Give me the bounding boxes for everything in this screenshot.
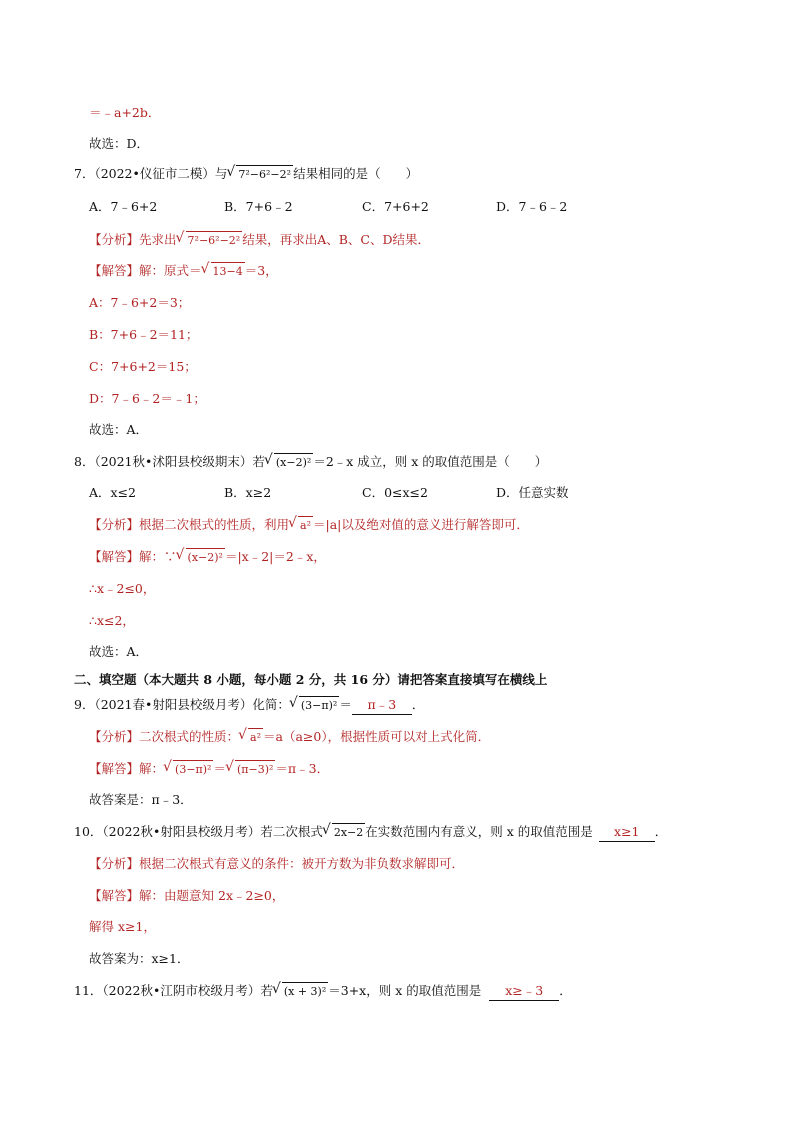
q7-step-c: C：7+6+2＝15；: [89, 359, 197, 374]
q7-analysis: 【分析】先求出√ 7²−6²−2² 结果，再求出A、B、C、D结果．: [89, 231, 430, 250]
section-heading: 二、填空题（本大题共 8 小题，每小题 2 分，共 16 分）请把答案直接填写在横线上: [74, 672, 548, 687]
q10-solution: 【解答】解：由题意知 2x﹣2≥0，: [89, 888, 285, 903]
question-8: 8．（2021秋•沭阳县校级期末）若√ (x−2)² ＝2﹣x 成立，则 x 的取值范围是（ ）: [74, 453, 547, 472]
option-b: B．x≥2: [224, 485, 272, 500]
question-8-options: [89, 484, 569, 502]
answer-blank: x≥﹣3: [489, 982, 559, 1001]
prev-answer-line: ＝﹣a+2b．: [89, 105, 161, 120]
answer-blank: x≥1: [599, 823, 655, 842]
q9-analysis: 【分析】二次根式的性质：√ a² ＝a（a≥0），根据性质可以对上式化简．: [89, 728, 490, 747]
option-a: A．x≤2: [89, 485, 137, 500]
q7-step-b: B：7+6﹣2＝11；: [89, 327, 199, 342]
q8-step-2: ∴x≤2，: [89, 613, 135, 628]
q7-answer: 故选：A．: [89, 422, 149, 437]
question-9: 9．（2021春•射阳县校级月考）化简：√ (3−π)² ＝ π﹣3 ．: [74, 696, 424, 715]
q9-answer: 故答案是：π﹣3．: [89, 792, 193, 807]
q7-step-a: A：7﹣6+2＝3；: [89, 295, 191, 310]
q8-solution: 【解答】解：∵√ (x−2)² ＝|x﹣2|＝2﹣x，: [89, 548, 326, 567]
q8-answer: 故选：A．: [89, 644, 149, 659]
q8-analysis: 【分析】根据二次根式的性质，利用√ a² ＝|a|以及绝对值的意义进行解答即可．: [89, 516, 529, 535]
prev-choice-line: 故选：D．: [89, 136, 150, 151]
q10-analysis: 【分析】根据二次根式有意义的条件：被开方数为非负数求解即可．: [89, 856, 465, 871]
option-a: A．7﹣6+2: [89, 199, 158, 214]
option-b: B．7+6﹣2: [224, 199, 293, 214]
answer-blank: π﹣3: [352, 696, 412, 715]
question-7: 7．（2022•仪征市二模）与√ 7²−6²−2² 结果相同的是（ ）: [74, 165, 418, 184]
q8-step-1: ∴x﹣2≤0，: [89, 581, 156, 596]
option-d: D．任意实数: [496, 485, 569, 500]
q7-solution: 【解答】解：原式＝√ 13−4 ＝3，: [89, 262, 278, 281]
question-11: 11．（2022秋•江阴市校级月考）若√ (x + 3)² ＝3+x，则 x 的取值范围是 x≥﹣3 ．: [74, 982, 572, 1001]
q10-answer: 故答案为：x≥1．: [89, 951, 190, 966]
q9-solution: 【解答】解：√ (3−π)² ＝√ (π−3)² ＝π﹣3．: [89, 760, 329, 779]
option-c: C．0≤x≤2: [362, 485, 428, 500]
q7-step-d: D：7﹣6﹣2＝﹣1；: [89, 391, 206, 406]
question-7-options: [89, 198, 567, 216]
q10-step-1: 解得 x≥1，: [89, 919, 156, 934]
option-d: D．7﹣6﹣2: [496, 199, 568, 214]
option-c: C．7+6+2: [362, 199, 429, 214]
radical-expression: √ 7²−6²−2²: [228, 165, 293, 184]
question-10: 10．（2022秋•射阳县校级月考）若二次根式√ 2x−2 在实数范围内有意义，则 x 的取值范围是 x≥1 ．: [74, 823, 667, 842]
